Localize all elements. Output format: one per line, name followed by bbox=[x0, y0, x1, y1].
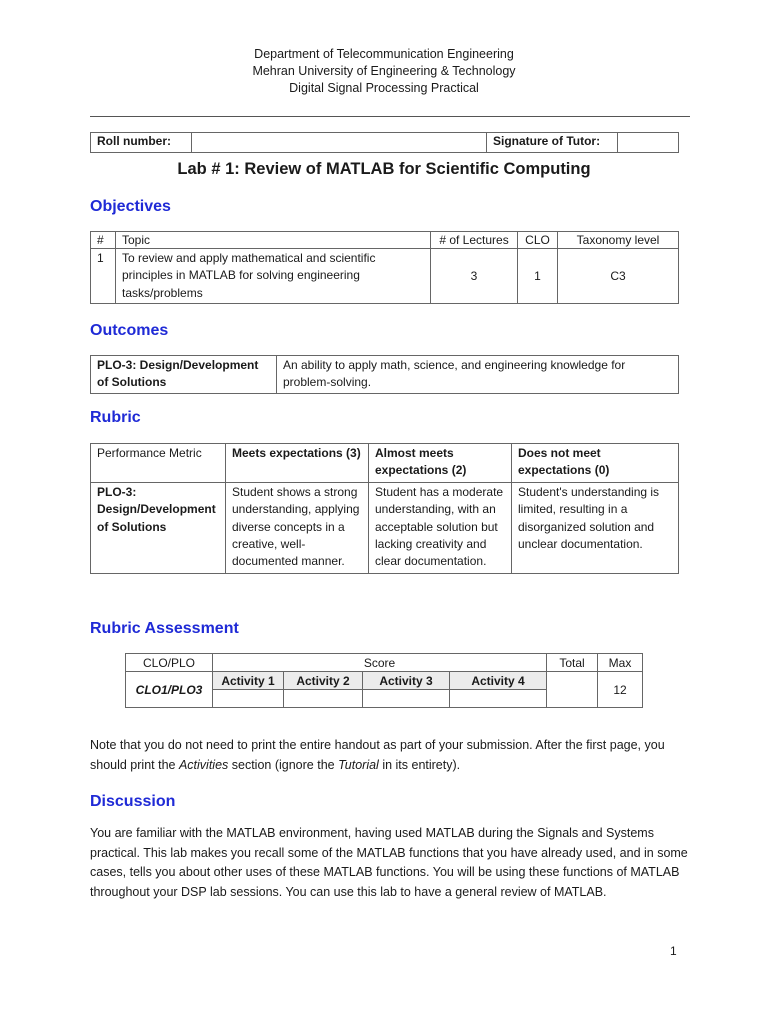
max-cell: 12 bbox=[598, 672, 643, 708]
activity-1-header: Activity 1 bbox=[213, 672, 284, 690]
obj-col-clo: CLO bbox=[518, 232, 558, 249]
obj-row-clo: 1 bbox=[518, 249, 558, 304]
activity-3-score[interactable] bbox=[363, 690, 450, 708]
rubric-col-meets: Meets expectations (3) bbox=[226, 444, 369, 483]
outcomes-table bbox=[90, 355, 679, 394]
note-text-2: section (ignore the bbox=[228, 757, 339, 772]
note-text-3: in its entirety). bbox=[378, 757, 461, 772]
activity-4-header: Activity 4 bbox=[450, 672, 547, 690]
rubric-heading: Rubric bbox=[90, 409, 141, 426]
obj-row-num: 1 bbox=[91, 249, 116, 304]
rubric-col-not-meet: Does not meet expectations (0) bbox=[512, 444, 679, 483]
department-line: Department of Telecommunication Engineering bbox=[254, 47, 514, 61]
header-divider bbox=[90, 116, 690, 117]
submission-note bbox=[90, 736, 690, 775]
table-row bbox=[91, 249, 679, 304]
discussion-text: You are familiar with the MATLAB environment, having used MATLAB during the Signals and Systems practical. This lab makes you recall some of the MATLAB functions that you have already used, and in some cases, tells you about other uses of these MATLAB functions. You will be using these functions of MATLAB throughout your DSP lab sessions. You can use this lab to have a general review of MATLAB. bbox=[90, 826, 688, 899]
rubric-table bbox=[90, 443, 679, 574]
asm-row-label: CLO1/PLO3 bbox=[126, 672, 213, 708]
university-line: Mehran University of Engineering & Technology bbox=[252, 64, 516, 78]
rubric-col-metric: Performance Metric bbox=[91, 444, 226, 483]
rubric-almost: Student has a moderate understanding, with an acceptable solution but lacking creativity and clear documentation. bbox=[369, 482, 512, 573]
objectives-heading: Objectives bbox=[90, 198, 171, 215]
activity-2-header: Activity 2 bbox=[284, 672, 363, 690]
asm-col-score: Score bbox=[213, 654, 547, 672]
obj-row-lectures: 3 bbox=[431, 249, 518, 304]
obj-col-taxonomy: Taxonomy level bbox=[558, 232, 679, 249]
obj-row-taxonomy: C3 bbox=[558, 249, 679, 304]
obj-col-lectures: # of Lectures bbox=[431, 232, 518, 249]
activity-4-score[interactable] bbox=[450, 690, 547, 708]
document-header bbox=[0, 46, 768, 97]
page-number: 1 bbox=[670, 944, 677, 958]
rubric-assessment-heading: Rubric Assessment bbox=[90, 620, 239, 637]
outcome-description: An ability to apply math, science, and engineering knowledge for problem-solving. bbox=[277, 356, 679, 394]
signature-field[interactable] bbox=[618, 133, 679, 153]
roll-signature-table bbox=[90, 132, 679, 153]
rubric-assessment-table bbox=[125, 653, 643, 708]
activity-1-score[interactable] bbox=[213, 690, 284, 708]
obj-col-topic: Topic bbox=[116, 232, 431, 249]
rubric-metric: PLO-3: Design/Development of Solutions bbox=[91, 482, 226, 573]
note-activities-emphasis: Activities bbox=[178, 757, 229, 772]
rubric-not-meet: Student's understanding is limited, resulting in a disorganized solution and unclear documentation. bbox=[512, 482, 679, 573]
asm-col-max: Max bbox=[598, 654, 643, 672]
rubric-meets: Student shows a strong understanding, applying diverse concepts in a creative, well-documented manner. bbox=[226, 482, 369, 573]
note-text-1: Note that you do not need to print the entire handout as part of your submission. After the first page, you should print the bbox=[90, 738, 665, 772]
roll-number-field[interactable] bbox=[192, 133, 487, 153]
outcomes-heading: Outcomes bbox=[90, 322, 169, 339]
asm-col-clo-plo: CLO/PLO bbox=[126, 654, 213, 672]
signature-label: Signature of Tutor: bbox=[487, 133, 618, 153]
roll-number-label: Roll number: bbox=[91, 133, 192, 153]
activity-2-score[interactable] bbox=[284, 690, 363, 708]
course-line: Digital Signal Processing Practical bbox=[289, 81, 479, 95]
note-tutorial-emphasis: Tutorial bbox=[338, 757, 379, 772]
objectives-table bbox=[90, 231, 679, 304]
rubric-col-almost: Almost meets expectations (2) bbox=[369, 444, 512, 483]
discussion-heading: Discussion bbox=[90, 793, 176, 810]
activity-3-header: Activity 3 bbox=[363, 672, 450, 690]
obj-col-num: # bbox=[91, 232, 116, 249]
obj-row-topic: To review and apply mathematical and scientific principles in MATLAB for solving engineering tasks/problems bbox=[116, 249, 431, 304]
table-row bbox=[91, 482, 679, 573]
total-cell[interactable] bbox=[547, 672, 598, 708]
outcome-plo: PLO-3: Design/Development of Solutions bbox=[91, 356, 277, 394]
lab-title: Lab # 1: Review of MATLAB for Scientific Computing bbox=[177, 160, 591, 178]
asm-col-total: Total bbox=[547, 654, 598, 672]
